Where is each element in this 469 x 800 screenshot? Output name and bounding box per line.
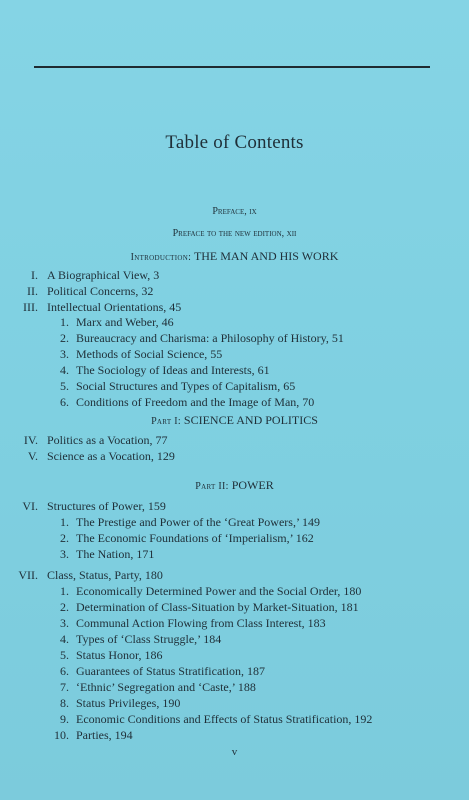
page-number: v [231,746,238,758]
entry-number: 6. [60,664,69,678]
entry-text: Political Concerns, 32 [47,284,154,298]
entry-number: VI. [22,499,38,513]
entry-text: Intellectual Orientations, 45 [47,300,182,314]
entry-text: Methods of Social Science, 55 [76,347,223,361]
part-1-label: Part I: [151,416,181,427]
entry-number: 2. [60,600,69,614]
entry-text: Social Structures and Types of Capitalism, 65 [76,379,296,393]
entry-number: 1. [60,315,69,329]
entry-number: 3. [60,347,69,361]
entry-text: Marx and Weber, 46 [76,315,174,329]
entry-number: VII. [18,568,38,582]
entry-text: The Sociology of Ideas and Interests, 61 [76,363,270,377]
entry-text: Types of ‘Class Struggle,’ 184 [76,632,222,646]
entry-number: 5. [60,648,69,662]
entry-text: Science as a Vocation, 129 [47,449,175,463]
entry-text: Structures of Power, 159 [47,499,166,513]
entry-number: 6. [60,395,69,409]
entry-text: The Prestige and Power of the ‘Great Powers,’ 149 [76,515,321,529]
introduction-title: THE MAN AND HIS WORK [191,249,339,263]
part-1-title: SCIENCE AND POLITICS [180,413,318,427]
entry-number: 2. [60,531,69,545]
entry-text: Bureaucracy and Charisma: a Philosophy of History, 51 [76,331,344,345]
entry-text: A Biographical View, 3 [47,268,160,282]
entry-number: V. [27,449,38,463]
entry-number: 2. [60,331,69,345]
entry-text: Class, Status, Party, 180 [47,568,163,582]
entry-number: 10. [54,728,69,742]
entry-text: Guarantees of Status Stratification, 187 [76,664,265,678]
part-2-label: Part II: [195,481,229,492]
entry-number: 1. [60,515,69,529]
entry-number: II. [27,284,38,298]
entry-text: Politics as a Vocation, 77 [47,433,168,447]
entry-number: 5. [60,379,69,393]
introduction-heading [0,249,469,264]
entry-number: 1. [60,584,69,598]
entry-number: 8. [60,696,69,710]
entry-number: 3. [60,547,69,561]
top-rule [34,66,430,68]
preface-entry: Preface, ix [212,206,257,217]
preface-new-edition-entry: Preface to the new edition, xii [172,228,297,239]
part-2-title: POWER [228,478,274,492]
entry-text: Economic Conditions and Effects of Status Stratification, 192 [76,712,373,726]
entry-text: The Nation, 171 [76,547,155,561]
entry-number: III. [23,300,38,314]
entry-text: Status Privileges, 190 [76,696,181,710]
entry-text: Parties, 194 [76,728,133,742]
entry-number: 4. [60,363,69,377]
page-title: Table of Contents [165,132,304,153]
entry-number: I. [31,268,38,282]
entry-number: 3. [60,616,69,630]
entry-text: Status Honor, 186 [76,648,163,662]
entry-text: The Economic Foundations of ‘Imperialism,’ 162 [76,531,314,545]
entry-number: 7. [60,680,69,694]
entry-number: IV. [23,433,38,447]
part-2-heading [0,478,469,493]
entry-text: Determination of Class-Situation by Market-Situation, 181 [76,600,359,614]
entry-text: ‘Ethnic’ Segregation and ‘Caste,’ 188 [76,680,256,694]
entry-text: Conditions of Freedom and the Image of Man, 70 [76,395,315,409]
entry-text: Economically Determined Power and the Social Order, 180 [76,584,362,598]
entry-number: 9. [60,712,69,726]
entry-number: 4. [60,632,69,646]
part-1-heading [0,413,469,428]
introduction-label: Introduction: [130,252,192,263]
entry-text: Communal Action Flowing from Class Interest, 183 [76,616,326,630]
